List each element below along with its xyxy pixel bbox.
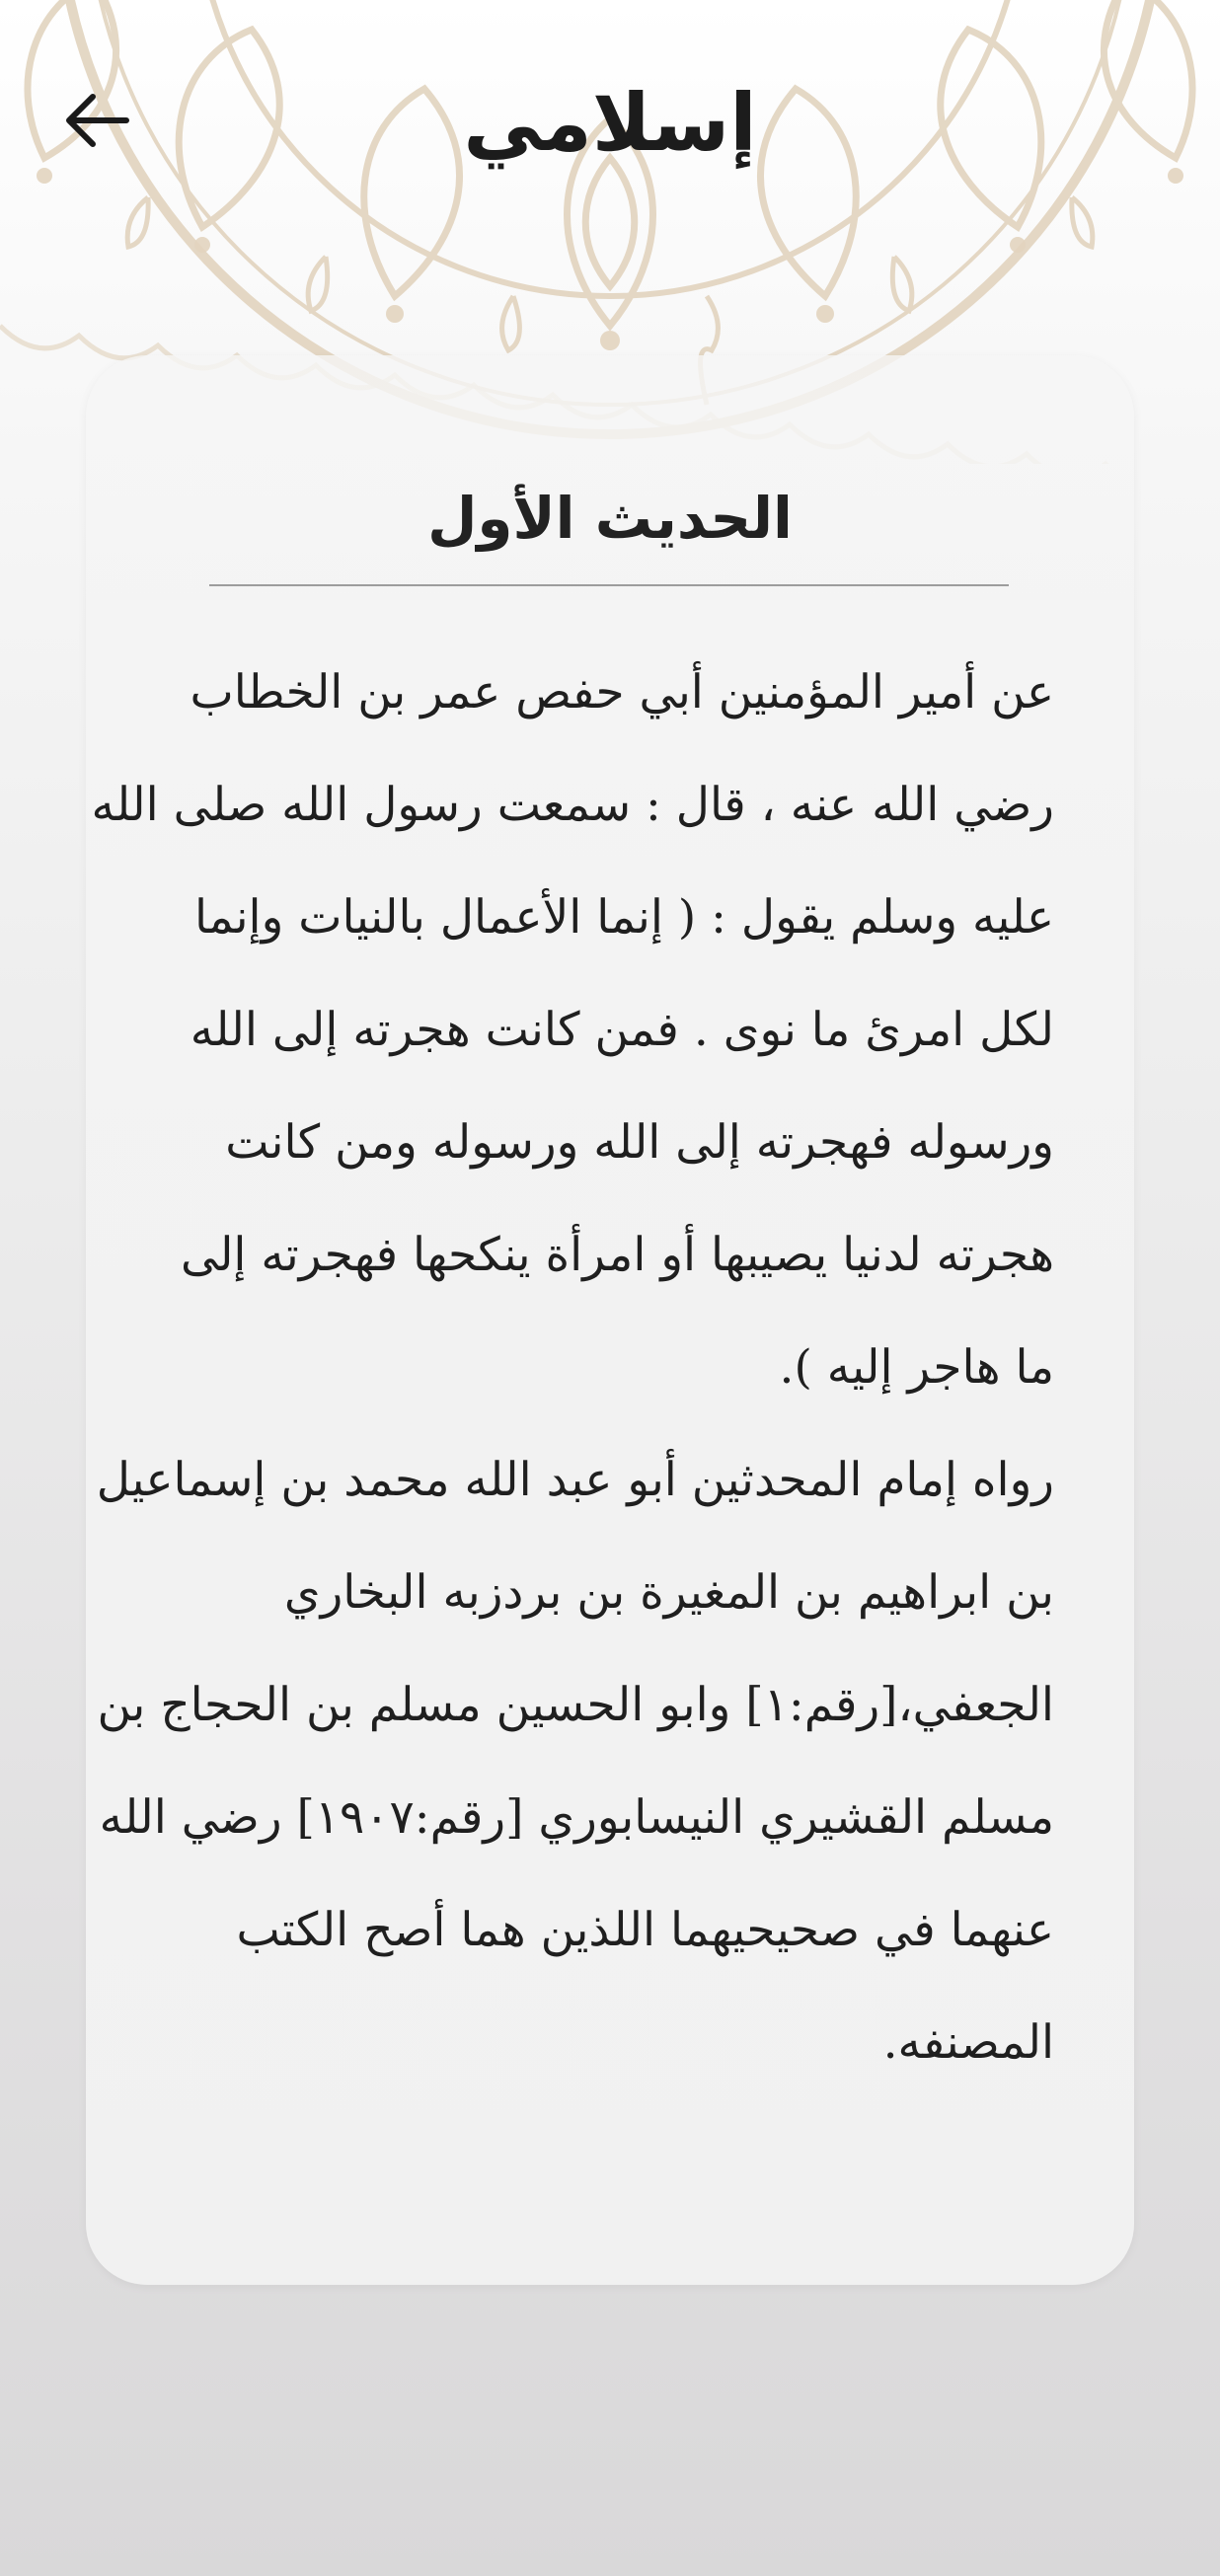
title-divider	[209, 584, 1009, 586]
hadith-line: الجعفي،[رقم:١] وابو الحسين مسلم بن الحجاج بن	[97, 1678, 1054, 1732]
hadith-line: المصنفه.	[882, 2015, 1054, 2070]
hadith-line: ورسوله فهجرته إلى الله ورسوله ومن كانت	[225, 1115, 1054, 1170]
hadith-card	[86, 355, 1134, 2285]
app-title: إسلامي	[463, 77, 757, 169]
hadith-line: ما هاجر إليه ).	[779, 1340, 1054, 1395]
hadith-line: هجرته لدنيا يصيبها أو امرأة ينكحها فهجرته إلى	[180, 1228, 1054, 1282]
hadith-line: رواه إمام المحدثين أبو عبد الله محمد بن إسماعيل	[96, 1453, 1054, 1507]
hadith-line: رضي الله عنه ، قال : سمعت رسول الله صلى الله	[91, 778, 1054, 832]
hadith-title: الحديث الأول	[427, 485, 793, 552]
hadith-line: بن ابراهيم بن المغيرة بن بردزبه البخاري	[283, 1565, 1054, 1620]
hadith-line: لكل امرئ ما نوى . فمن كانت هجرته إلى الله	[190, 1003, 1054, 1057]
hadith-line: عليه وسلم يقول : ( إنما الأعمال بالنيات وإنما	[193, 890, 1054, 945]
hadith-text	[91, 637, 1054, 2099]
app-header	[0, 0, 1220, 237]
hadith-line: عن أمير المؤمنين أبي حفص عمر بن الخطاب	[190, 665, 1054, 720]
hadith-line: مسلم القشيري النيسابوري [رقم:١٩٠٧] رضي الله	[99, 1790, 1054, 1845]
hadith-line: عنهما في صحيحيهما اللذين هما أصح الكتب	[236, 1903, 1054, 1957]
